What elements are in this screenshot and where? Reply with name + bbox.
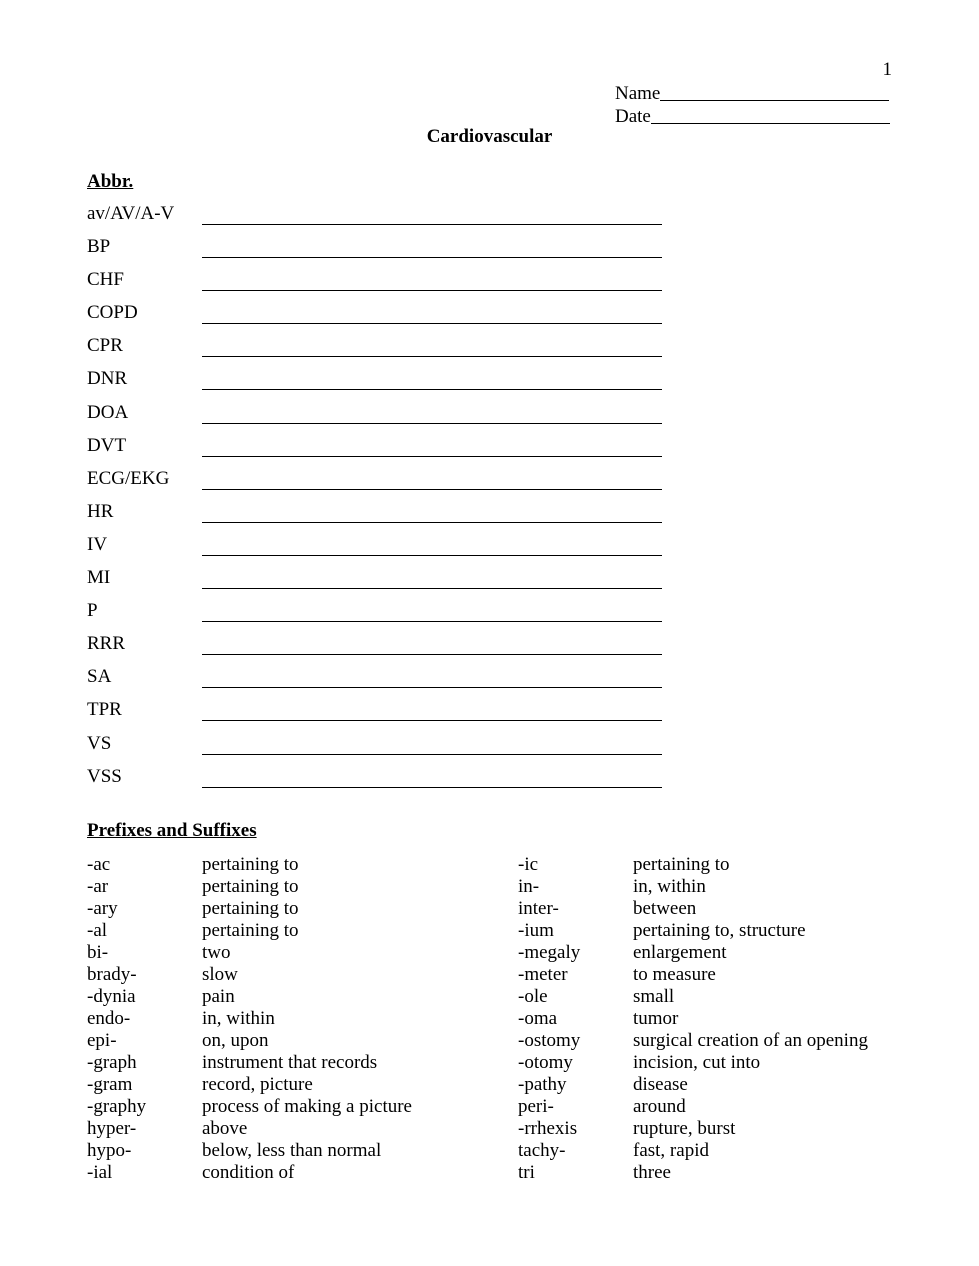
affix-term: bi- (87, 942, 109, 963)
abbreviation-row (87, 435, 667, 468)
abbreviation-term: RRR (87, 633, 126, 655)
affix-meaning: enlargement (633, 942, 727, 963)
abbreviation-row (87, 302, 667, 335)
affix-term: tri (518, 1162, 535, 1183)
affix-term: -ic (518, 854, 539, 875)
affix-term: -meter (518, 964, 568, 985)
answer-blank-line[interactable] (202, 686, 662, 688)
affix-term: inter- (518, 898, 559, 919)
abbreviation-term: HR (87, 500, 114, 522)
abbreviation-row (87, 368, 667, 401)
abbreviation-term: VSS (87, 765, 122, 787)
abbreviation-row (87, 567, 667, 600)
answer-blank-line[interactable] (202, 786, 662, 788)
affix-term: -rrhexis (518, 1118, 578, 1139)
affix-meaning: instrument that records (202, 1052, 378, 1073)
page-number: 1 (882, 59, 892, 80)
affix-meaning: fast, rapid (633, 1140, 709, 1161)
answer-blank-line[interactable] (202, 322, 662, 324)
answer-blank-line[interactable] (202, 587, 662, 589)
affix-term: peri- (518, 1096, 554, 1117)
abbreviations-heading: Abbr. (87, 171, 134, 192)
answer-blank-line[interactable] (202, 554, 662, 556)
affix-meaning: small (633, 986, 675, 1007)
affix-term: -otomy (518, 1052, 573, 1073)
affix-term: -megaly (518, 942, 581, 963)
abbreviation-term: CPR (87, 335, 123, 357)
affix-meaning: pertaining to (202, 920, 299, 941)
affix-meaning: to measure (633, 964, 716, 985)
affix-meaning: on, upon (202, 1030, 269, 1051)
answer-blank-line[interactable] (202, 653, 662, 655)
abbreviation-term: IV (87, 533, 108, 555)
date-label: Date (615, 106, 651, 127)
affix-term: hypo- (87, 1140, 132, 1161)
abbreviation-term: DVT (87, 434, 127, 456)
abbreviation-row (87, 269, 667, 302)
abbreviation-row (87, 203, 667, 236)
abbreviation-row (87, 633, 667, 666)
abbreviation-row (87, 733, 667, 766)
affix-term: -ar (87, 876, 109, 897)
name-label: Name (615, 83, 661, 104)
abbreviation-term: SA (87, 666, 112, 688)
abbreviations-list (87, 203, 667, 799)
affix-meaning: pain (202, 986, 235, 1007)
affix-meaning: surgical creation of an opening (633, 1030, 868, 1051)
abbreviation-row (87, 766, 667, 799)
abbreviation-row (87, 600, 667, 633)
affix-term: tachy- (518, 1140, 566, 1161)
affix-term: -graphy (87, 1096, 147, 1117)
name-field[interactable] (615, 81, 889, 105)
affix-term: -ole (518, 986, 548, 1007)
affix-term: -graph (87, 1052, 137, 1073)
affix-term: -pathy (518, 1074, 567, 1095)
page-title: Cardiovascular (426, 126, 553, 147)
date-blank-line[interactable] (651, 106, 890, 124)
affix-meaning: record, picture (202, 1074, 313, 1095)
answer-blank-line[interactable] (202, 223, 662, 225)
abbreviation-row (87, 699, 667, 732)
affix-meaning: slow (202, 964, 238, 985)
prefixes-suffixes-heading: Prefixes and Suffixes (87, 820, 257, 841)
abbreviation-term: DOA (87, 401, 129, 423)
affix-term: -gram (87, 1074, 133, 1095)
affix-meaning: pertaining to (633, 854, 730, 875)
abbreviation-row (87, 534, 667, 567)
answer-blank-line[interactable] (202, 488, 662, 490)
affix-meaning: process of making a picture (202, 1096, 412, 1117)
affix-term: -oma (518, 1008, 558, 1029)
affix-meaning: in, within (633, 876, 706, 897)
abbreviation-row (87, 335, 667, 368)
affix-term: -ac (87, 854, 111, 875)
affix-meaning: condition of (202, 1162, 295, 1183)
abbreviation-row (87, 666, 667, 699)
affix-meaning: three (633, 1162, 671, 1183)
answer-blank-line[interactable] (202, 355, 662, 357)
abbreviation-term: BP (87, 236, 111, 258)
affix-meaning: pertaining to (202, 898, 299, 919)
answer-blank-line[interactable] (202, 422, 662, 424)
answer-blank-line[interactable] (202, 620, 662, 622)
affix-term: -ary (87, 898, 118, 919)
affix-meaning: above (202, 1118, 248, 1139)
answer-blank-line[interactable] (202, 521, 662, 523)
answer-blank-line[interactable] (202, 455, 662, 457)
abbreviation-term: TPR (87, 699, 122, 721)
affix-term: -dynia (87, 986, 136, 1007)
affix-meaning: tumor (633, 1008, 679, 1029)
affix-meaning: pertaining to, structure (633, 920, 806, 941)
abbreviation-term: P (87, 600, 98, 622)
abbreviation-row (87, 501, 667, 534)
abbreviation-row (87, 236, 667, 269)
affix-term: epi- (87, 1030, 117, 1051)
affix-meaning: around (633, 1096, 686, 1117)
affix-term: brady- (87, 964, 137, 985)
affix-term: in- (518, 876, 540, 897)
affix-term: hyper- (87, 1118, 137, 1139)
affix-meaning: pertaining to (202, 876, 299, 897)
affix-term: -ial (87, 1162, 113, 1183)
affix-meaning: between (633, 898, 697, 919)
affix-meaning: in, within (202, 1008, 275, 1029)
abbreviation-row (87, 402, 667, 435)
abbreviation-term: ECG/EKG (87, 467, 170, 489)
affix-term: endo- (87, 1008, 131, 1029)
answer-blank-line[interactable] (202, 719, 662, 721)
answer-blank-line[interactable] (202, 388, 662, 390)
affix-term: -al (87, 920, 108, 941)
abbreviation-term: DNR (87, 368, 128, 390)
answer-blank-line[interactable] (202, 753, 662, 755)
date-field[interactable] (615, 104, 890, 128)
name-blank-line[interactable] (660, 83, 889, 101)
affix-term: -ostomy (518, 1030, 581, 1051)
answer-blank-line[interactable] (202, 289, 662, 291)
affix-meaning: below, less than normal (202, 1140, 382, 1161)
affix-meaning: incision, cut into (633, 1052, 761, 1073)
abbreviation-term: MI (87, 567, 111, 589)
affix-meaning: two (202, 942, 231, 963)
abbreviation-term: av/AV/A-V (87, 203, 175, 224)
affix-meaning: pertaining to (202, 854, 299, 875)
affix-meaning: disease (633, 1074, 688, 1095)
affix-term: -ium (518, 920, 554, 941)
abbreviation-term: VS (87, 732, 112, 754)
affix-meaning: rupture, burst (633, 1118, 736, 1139)
abbreviation-row (87, 468, 667, 501)
answer-blank-line[interactable] (202, 256, 662, 258)
abbreviation-term: COPD (87, 302, 138, 324)
abbreviation-term: CHF (87, 269, 124, 291)
